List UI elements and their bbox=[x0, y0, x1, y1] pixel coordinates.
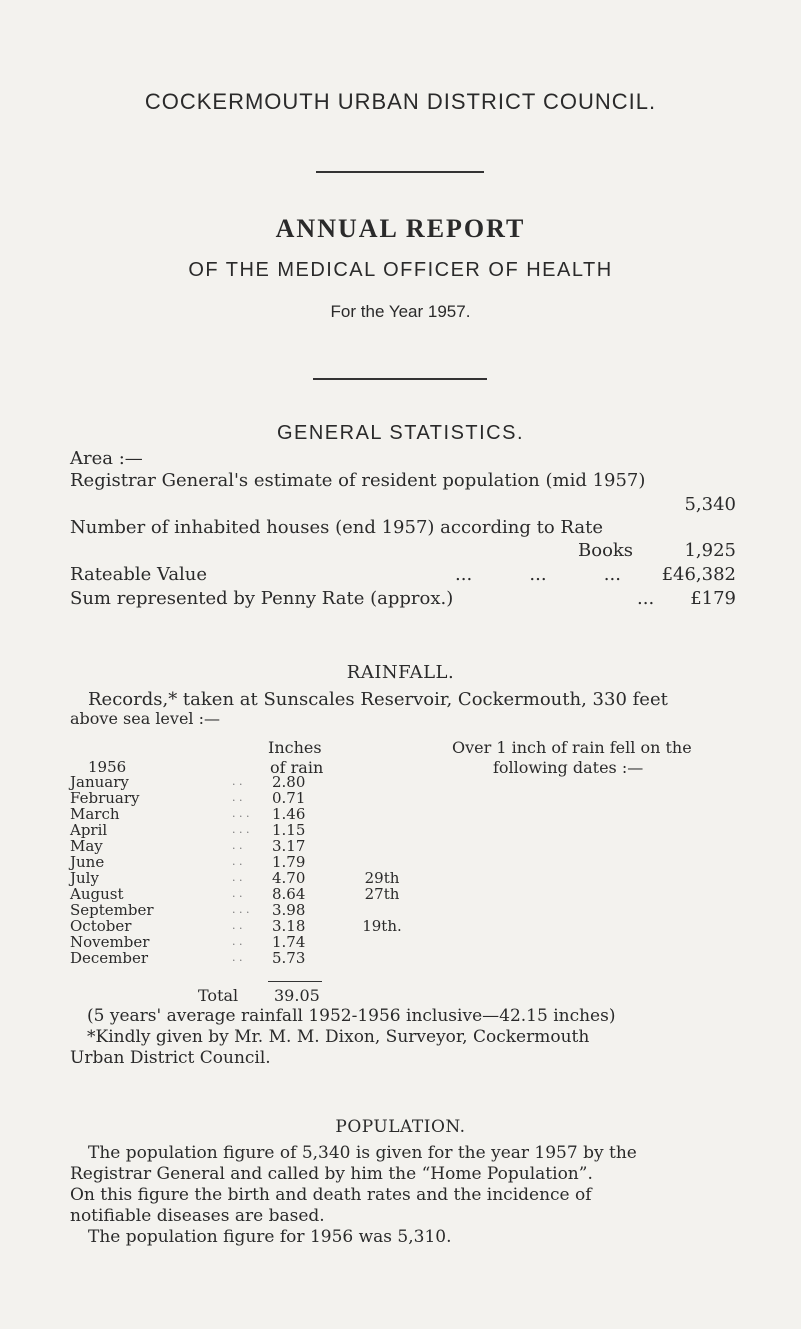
column-header-of-rain: of rain bbox=[270, 758, 324, 777]
leader-dots: . . bbox=[232, 871, 243, 884]
population-heading: POPULATION. bbox=[335, 1117, 466, 1137]
penny-rate-leaders: ... bbox=[637, 588, 655, 609]
rateable-value-leaders: ... ... ... bbox=[455, 564, 621, 585]
rainfall-credit-line-1: *Kindly given by Mr. M. M. Dixon, Surveyor, Cockermouth bbox=[87, 1027, 590, 1047]
inches-cell: 2.80 bbox=[272, 773, 306, 791]
inches-cell: 1.15 bbox=[272, 821, 306, 839]
month-cell: March bbox=[70, 805, 120, 823]
column-header-year: 1956 bbox=[88, 758, 127, 776]
date-cell bbox=[352, 822, 412, 838]
leader-dots: . . bbox=[232, 791, 243, 804]
inches-cell: 3.98 bbox=[272, 901, 306, 919]
table-row bbox=[70, 854, 412, 870]
population-estimate-value: 5,340 bbox=[684, 494, 736, 515]
inhabited-houses-books: Books bbox=[578, 540, 634, 561]
rainfall-credit-line-2: Urban District Council. bbox=[70, 1048, 271, 1068]
column-header-following-dates: following dates :— bbox=[493, 758, 644, 777]
inches-cell: 3.18 bbox=[272, 917, 306, 935]
inches-cell: 1.46 bbox=[272, 805, 306, 823]
month-cell: May bbox=[70, 837, 103, 855]
area-label: Area :— bbox=[70, 448, 143, 469]
month-cell: September bbox=[70, 901, 154, 919]
population-para-line-3: On this figure the birth and death rates and the incidence of bbox=[70, 1185, 592, 1205]
inches-cell: 8.64 bbox=[272, 885, 306, 903]
divider-bottom bbox=[313, 378, 487, 380]
leader-dots: . . . bbox=[232, 823, 250, 836]
total-rule bbox=[268, 981, 322, 982]
report-title: ANNUAL REPORT bbox=[275, 214, 526, 243]
rainfall-table bbox=[70, 774, 412, 966]
divider-top bbox=[316, 171, 484, 173]
table-row bbox=[70, 934, 412, 950]
leader-dots: . . bbox=[232, 839, 243, 852]
report-subtitle: OF THE MEDICAL OFFICER OF HEALTH bbox=[188, 259, 613, 281]
total-value: 39.05 bbox=[274, 986, 320, 1005]
table-row bbox=[70, 950, 412, 966]
date-cell bbox=[352, 902, 412, 918]
date-cell: 29th bbox=[364, 869, 400, 887]
leader-dots: . . bbox=[232, 775, 243, 788]
council-name: COCKERMOUTH URBAN DISTRICT COUNCIL. bbox=[144, 89, 657, 114]
population-para-line-1: The population figure of 5,340 is given for the year 1957 by the bbox=[88, 1143, 637, 1163]
date-cell: 27th bbox=[364, 885, 400, 903]
general-statistics-heading: GENERAL STATISTICS. bbox=[276, 422, 525, 444]
table-row bbox=[70, 886, 412, 902]
population-estimate-label: Registrar General's estimate of resident population (mid 1957) bbox=[70, 470, 646, 491]
rateable-value-label: Rateable Value bbox=[70, 564, 208, 585]
inches-cell: 1.79 bbox=[272, 853, 306, 871]
leader-dots: . . . bbox=[232, 903, 250, 916]
table-row bbox=[70, 870, 412, 886]
leader-dots: . . . bbox=[232, 807, 250, 820]
inches-cell: 5.73 bbox=[272, 949, 306, 967]
table-row bbox=[70, 838, 412, 854]
leader-dots: . . bbox=[232, 951, 243, 964]
rainfall-intro-line-1: Records,* taken at Sunscales Reservoir, Cockermouth, 330 feet bbox=[88, 689, 668, 710]
month-cell: November bbox=[70, 933, 150, 951]
rateable-value-amount: £46,382 bbox=[661, 564, 736, 585]
date-cell bbox=[352, 806, 412, 822]
population-para-line-5: The population figure for 1956 was 5,310. bbox=[88, 1227, 452, 1247]
leader-dots: . . bbox=[232, 935, 243, 948]
rainfall-heading: RAINFALL. bbox=[346, 662, 455, 683]
table-row bbox=[70, 822, 412, 838]
month-cell: February bbox=[70, 789, 140, 807]
date-cell bbox=[352, 790, 412, 806]
penny-rate-label: Sum represented by Penny Rate (approx.) bbox=[70, 588, 454, 609]
inches-cell: 4.70 bbox=[272, 869, 306, 887]
total-label: Total bbox=[198, 986, 239, 1005]
inches-cell: 0.71 bbox=[272, 789, 306, 807]
column-header-inches: Inches bbox=[268, 738, 322, 757]
month-cell: August bbox=[70, 885, 124, 903]
inches-cell: 1.74 bbox=[272, 933, 306, 951]
month-cell: December bbox=[70, 949, 149, 967]
population-para-line-2: Registrar General and called by him the “Home Population”. bbox=[70, 1164, 593, 1184]
leader-dots: . . bbox=[232, 855, 243, 868]
date-cell bbox=[352, 854, 412, 870]
population-para-line-4: notifiable diseases are based. bbox=[70, 1206, 325, 1226]
table-row bbox=[70, 806, 412, 822]
leader-dots: . . bbox=[232, 919, 243, 932]
date-cell: 19th. bbox=[362, 917, 402, 935]
table-row bbox=[70, 918, 412, 934]
table-row bbox=[70, 774, 412, 790]
penny-rate-amount: £179 bbox=[690, 588, 736, 609]
date-cell bbox=[352, 934, 412, 950]
inches-cell: 3.17 bbox=[272, 837, 306, 855]
month-cell: January bbox=[70, 773, 129, 791]
rainfall-average: (5 years' average rainfall 1952-1956 inclusive—42.15 inches) bbox=[87, 1006, 616, 1026]
date-cell bbox=[352, 838, 412, 854]
month-cell: July bbox=[70, 869, 99, 887]
date-cell bbox=[352, 950, 412, 966]
month-cell: June bbox=[70, 853, 105, 871]
rainfall-intro-line-2: above sea level :— bbox=[70, 709, 220, 728]
date-cell bbox=[352, 774, 412, 790]
column-header-over-inch: Over 1 inch of rain fell on the bbox=[452, 738, 692, 757]
month-cell: October bbox=[70, 917, 132, 935]
table-row bbox=[70, 902, 412, 918]
inhabited-houses-value: 1,925 bbox=[684, 540, 736, 561]
inhabited-houses-label: Number of inhabited houses (end 1957) according to Rate bbox=[70, 517, 603, 538]
leader-dots: . . bbox=[232, 887, 243, 900]
table-row bbox=[70, 790, 412, 806]
report-year: For the Year 1957. bbox=[330, 302, 471, 321]
month-cell: April bbox=[70, 821, 108, 839]
